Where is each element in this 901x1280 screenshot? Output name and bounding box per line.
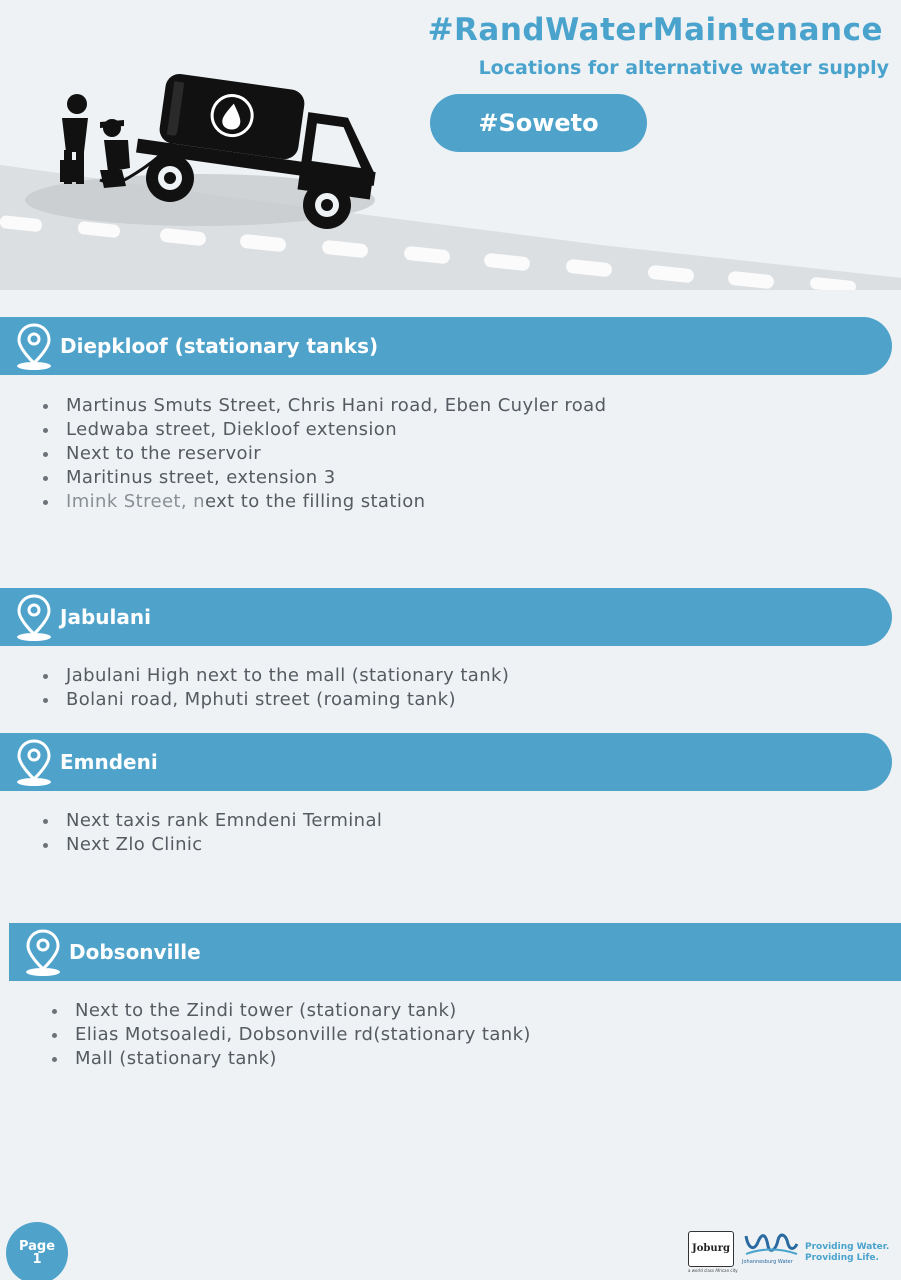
list-item: Next to the reservoir xyxy=(41,442,606,466)
slogan-line: Providing Water. xyxy=(805,1242,890,1252)
list-item: Mall (stationary tank) xyxy=(50,1047,531,1071)
section-title: Jabulani xyxy=(60,605,151,629)
location-pin-icon xyxy=(23,927,63,977)
johannesburg-water-name: Johannesburg Water xyxy=(742,1259,793,1265)
section-title: Emndeni xyxy=(60,750,158,774)
footer-logos xyxy=(688,1228,898,1274)
section-title: Diepkloof (stationary tanks) xyxy=(60,334,379,358)
list-item-rest: ext to the filling station xyxy=(204,491,426,512)
joburg-logo: Joburg xyxy=(688,1231,734,1267)
location-list-emndeni xyxy=(41,809,382,857)
subtitle: Locations for alternative water supply xyxy=(478,57,889,79)
section-title: Dobsonville xyxy=(69,940,201,964)
list-item: Next taxis rank Emndeni Terminal xyxy=(41,809,382,833)
list-item-prefix: Imink Street, n xyxy=(66,491,205,512)
list-item: Jabulani High next to the mall (stationary tank) xyxy=(41,664,509,688)
main-title: #RandWaterMaintenance xyxy=(427,12,883,48)
johannesburg-water-logo-icon xyxy=(742,1228,800,1258)
list-item: Next Zlo Clinic xyxy=(41,833,382,857)
slogan xyxy=(805,1242,889,1264)
location-pin-icon xyxy=(14,321,54,371)
area-tag-badge: #Soweto xyxy=(430,94,647,152)
page-number-badge xyxy=(6,1222,68,1280)
list-item: Bolani road, Mphuti street (roaming tank) xyxy=(41,688,509,712)
location-list-jabulani xyxy=(41,664,509,712)
list-item: Maritinus street, extension 3 xyxy=(41,466,606,490)
location-list-diepkloof xyxy=(41,394,606,514)
section-header-jabulani xyxy=(0,588,892,646)
page-number: 1 xyxy=(32,1252,42,1267)
location-list-dobsonville xyxy=(50,999,531,1071)
joburg-tagline: a world class African city xyxy=(688,1268,738,1273)
section-header-emndeni xyxy=(0,733,892,791)
page-label: Page xyxy=(18,1239,56,1254)
section-header-diepkloof xyxy=(0,317,892,375)
section-header-dobsonville xyxy=(9,923,901,981)
list-item: Elias Motsoaledi, Dobsonville rd(stationary tank) xyxy=(50,1023,531,1047)
list-item: Martinus Smuts Street, Chris Hani road, Eben Cuyler road xyxy=(41,394,606,418)
slogan-line: Providing Life. xyxy=(805,1253,879,1263)
list-item: Ledwaba street, Diekloof extension xyxy=(41,418,606,442)
location-pin-icon xyxy=(14,737,54,787)
location-pin-icon xyxy=(14,592,54,642)
list-item: Next to the Zindi tower (stationary tank) xyxy=(50,999,531,1023)
list-item xyxy=(41,490,606,514)
